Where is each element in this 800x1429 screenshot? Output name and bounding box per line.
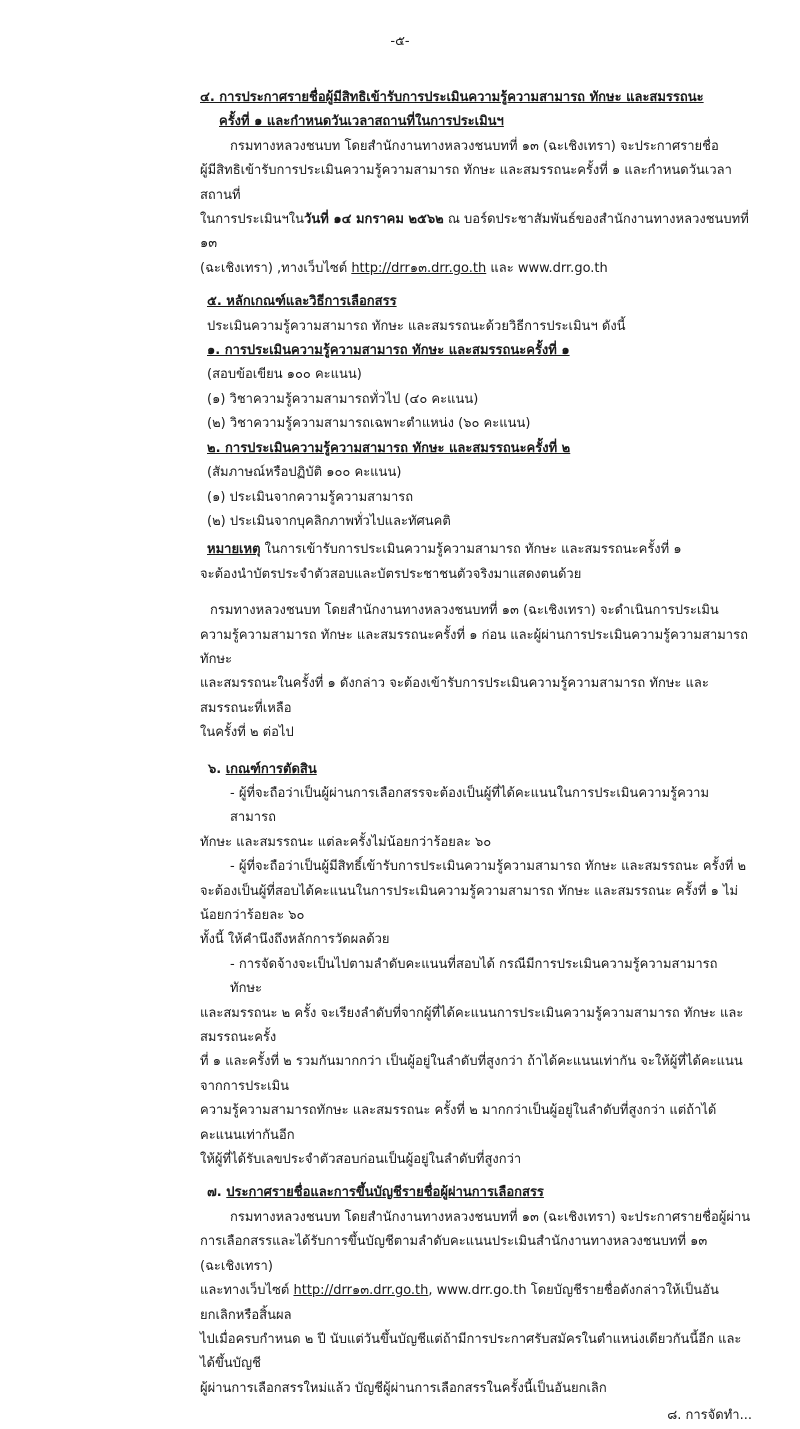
- section-5-intro: ประเมินความรู้ความสามารถ ทักษะ และสมรรถนะด้วยวิธีการประเมินฯ ดังนี้: [207, 318, 626, 334]
- text: ๗.: [207, 1185, 227, 1201]
- section-7-para-line: การเลือกสรรและได้รับการขึ้นบัญชีตามลำดับคะแนนประเมินสำนักงานทางหลวงชนบทที่ ๑๓ (ฉะเชิงเทรา): [200, 1234, 708, 1274]
- remark-label: หมายเหตุ: [207, 542, 261, 558]
- section-7-para-line: ไปเมื่อครบกำหนด ๒ ปี นับแต่วันขึ้นบัญชีแต่ถ้ามีการประกาศรับสมัครในตำแหน่งเดียวกันนี้อีก และได้ขึ้นบัญชี: [200, 1331, 742, 1372]
- continued-next-page: ๘. การจัดทำ...: [667, 1408, 752, 1424]
- section-5-para-line: ความรู้ความสามารถ ทักษะ และสมรรถนะครั้งที่ ๑ ก่อน และผู้ผ่านการประเมินความรู้ความสามารถ ทักษะ: [200, 627, 748, 667]
- criteria-line: - ผู้ที่จะถือว่าเป็นผู้ผ่านการเลือกสรรจะต้องเป็นผู้ที่ได้คะแนนในการประเมินความรู้ความสามารถ: [230, 785, 710, 826]
- text: และทางเว็บไซต์: [200, 1283, 294, 1299]
- section-5-para-line: กรมทางหลวงชนบท โดยสำนักงานทางหลวงชนบทที่ ๑๓ (ฉะเชิงเทรา) จะดำเนินการประเมิน: [210, 603, 719, 619]
- criteria-line: จะต้องเป็นผู้ที่สอบได้คะแนนในการประเมินความรู้ความสามารถ ทักษะ และสมรรถนะ ครั้งที่ ๑ ไม่น้อยกว่าร้อยละ ๖๐: [200, 883, 739, 923]
- section-7-para-line: ผู้ผ่านการเลือกสรรใหม่แล้ว บัญชีผู้ผ่านการเลือกสรรในครั้งนี้เป็นอันยกเลิก: [200, 1380, 607, 1396]
- round-1-item: (๑) วิชาความรู้ความสามารถทั่วไป (๔๐ คะแนน): [207, 391, 479, 407]
- page-number: -๕-: [390, 34, 410, 49]
- section-4-para-line: ผู้มีสิทธิเข้ารับการประเมินความรู้ความสามารถ ทักษะ และสมรรถนะครั้งที่ ๑ และกำหนดวันเวลาสถานที่: [200, 163, 732, 203]
- section-4-para-line: [200, 208, 752, 257]
- section-4-para-line: กรมทางหลวงชนบท โดยสำนักงานทางหลวงชนบทที่ ๑๓ (ฉะเชิงเทรา) จะประกาศรายชื่อ: [230, 138, 719, 154]
- section-4-para-line: [200, 257, 752, 281]
- round-1-note: (สอบข้อเขียน ๑๐๐ คะแนน): [207, 367, 362, 383]
- text: (ฉะเชิงเทรา) ,ทางเว็บไซต์: [200, 260, 352, 276]
- criteria-line: ทักษะ และสมรรถนะ แต่ละครั้งไม่น้อยกว่าร้อยละ ๖๐: [200, 834, 492, 850]
- text: ณ บอร์ดประชาสัมพันธ์ของสำนักงานทางหลวงชนบทที่ ๑๓: [200, 212, 749, 252]
- remark-line: จะต้องนำบัตรประจำตัวสอบและบัตรประชาชนตัวจริงมาแสดงตนด้วย: [200, 566, 582, 582]
- round-2-item: (๑) ประเมินจากความรู้ความสามารถ: [207, 489, 414, 505]
- document-body: [200, 0, 752, 1429]
- text: , www.drr.go.th โดยบัญชีรายชื่อดังกล่าวให้เป็นอันยกเลิกหรือสิ้นผล: [200, 1283, 719, 1323]
- round-1-item: (๒) วิชาความรู้ความสามารถเฉพาะตำแหน่ง (๖๐ คะแนน): [207, 416, 531, 432]
- section-4-heading-cont: ครั้งที่ ๑ และกำหนดวันเวลาสถานที่ในการประเมินฯ: [219, 114, 504, 130]
- website-link[interactable]: http://drr๑๓.drr.go.th: [293, 1283, 429, 1299]
- section-7-para-line: กรมทางหลวงชนบท โดยสำนักงานทางหลวงชนบทที่ ๑๓ (ฉะเชิงเทรา) จะประกาศรายชื่อผู้ผ่าน: [230, 1209, 751, 1225]
- exam-date: วันที่ ๑๔ มกราคม ๒๕๖๒: [304, 212, 444, 228]
- section-5-heading: ๕. หลักเกณฑ์และวิธีการเลือกสรร: [207, 294, 397, 310]
- criteria-line: - การจัดจ้างจะเป็นไปตามลำดับคะแนนที่สอบได้ กรณีมีการประเมินความรู้ความสามารถ ทักษะ: [230, 956, 718, 997]
- round-2-item: (๒) ประเมินจากบุคลิกภาพทั่วไปและทัศนคติ: [207, 513, 451, 529]
- round-2-heading: ๒. การประเมินความรู้ความสามารถ ทักษะ และสมรรถนะครั้งที่ ๒: [207, 440, 571, 456]
- section-5-para-line: และสมรรถนะในครั้งที่ ๑ ดังกล่าว จะต้องเข้ารับการประเมินความรู้ความสามารถ ทักษะ และสมรรถนะที่เหลือ: [200, 676, 709, 716]
- criteria-line: ที่ ๑ และครั้งที่ ๒ รวมกันมากกว่า เป็นผู้อยู่ในลำดับที่สูงกว่า ถ้าได้คะแนนเท่ากัน จะให้ผู้ที่ได้คะแนนจากการประเมิน: [200, 1054, 743, 1094]
- criteria-line: และสมรรถนะ ๒ ครั้ง จะเรียงลำดับที่จากผู้ที่ได้คะแนนการประเมินความรู้ความสามารถ ทักษะ และสมรรถนะครั้ง: [200, 1005, 744, 1046]
- criteria-line: ความรู้ความสามารถทักษะ และสมรรถนะ ครั้งที่ ๒ มากกว่าเป็นผู้อยู่ในลำดับที่สูงกว่า แต่ถ้าได้คะแนนเท่ากันอีก: [200, 1103, 717, 1143]
- round-2-note: (สัมภาษณ์หรือปฏิบัติ ๑๐๐ คะแนน): [207, 465, 402, 481]
- website-link[interactable]: http://drr๑๓.drr.go.th: [351, 260, 487, 276]
- text: ในการประเมินฯใน: [200, 212, 305, 228]
- text: และ www.drr.go.th: [486, 260, 608, 276]
- text: เกณฑ์การตัดสิน: [225, 761, 317, 777]
- text: ประกาศรายชื่อและการขึ้นบัญชีรายชื่อผู้ผ่านการเลือกสรร: [226, 1185, 544, 1201]
- criteria-line: - ผู้ที่จะถือว่าเป็นผู้มีสิทธิ์เข้ารับการประเมินความรู้ความสามารถ ทักษะ และสมรรถนะ ครั้งที่ ๒: [230, 859, 747, 875]
- text: ในการเข้ารับการประเมินความรู้ความสามารถ ทักษะ และสมรรถนะครั้งที่ ๑: [260, 542, 682, 558]
- section-5-para-line: ในครั้งที่ ๒ ต่อไป: [200, 725, 294, 741]
- text: ๖.: [208, 761, 226, 777]
- section-4-heading: ๔. การประกาศรายชื่อผู้มีสิทธิเข้ารับการประเมินความรู้ความสามารถ ทักษะ และสมรรถนะ: [200, 90, 704, 105]
- criteria-line: ให้ผู้ที่ได้รับเลขประจำตัวสอบก่อนเป็นผู้อยู่ในลำดับที่สูงกว่า: [200, 1152, 522, 1168]
- section-7-para-line: [200, 1279, 752, 1328]
- round-1-heading: ๑. การประเมินความรู้ความสามารถ ทักษะ และสมรรถนะครั้งที่ ๑: [207, 343, 570, 359]
- section-7-heading: [200, 1181, 752, 1205]
- criteria-line: ทั้งนี้ ให้คำนึงถึงหลักการวัดผลด้วย: [200, 932, 390, 948]
- section-6-heading: [200, 758, 752, 782]
- remark-line: [200, 538, 752, 562]
